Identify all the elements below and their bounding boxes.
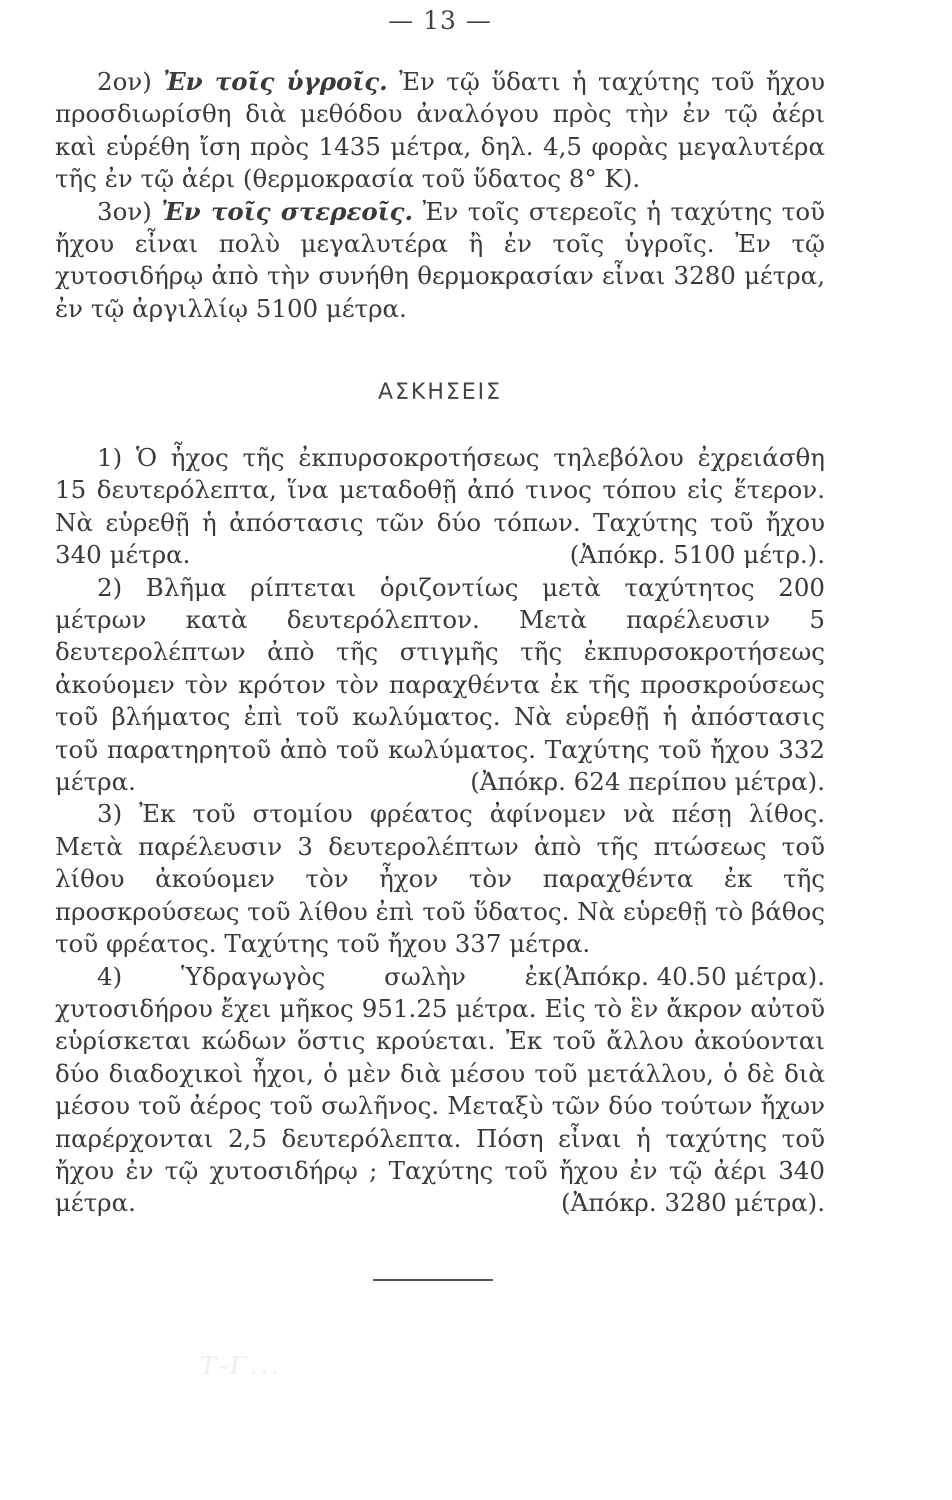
- section-label: 3ον): [97, 196, 152, 226]
- section-title: Ἐν τοῖς στερεοῖς.: [161, 196, 414, 226]
- faint-stamp: Τ-Γ...: [200, 1352, 282, 1380]
- section-text: Ἐν τῷ ὕδατι ἡ ταχύτης τοῦ ἤχου προσδιωρίσθη διὰ μεθόδου ἀναλόγου πρὸς τὴν ἐν τῷ ἀέρι καὶ εὑρέθη ἴση πρὸς 1435 μέτρα, δηλ. 4,5 φορὰς μεγαλυτέρα τῆς ἐν τῷ ἀέρι (θερμοκρασία τοῦ ὕδατος 8° Κ).: [55, 67, 825, 194]
- exercise-item: [55, 572, 825, 799]
- end-rule: [373, 1279, 493, 1281]
- exercises-list: [55, 442, 825, 1220]
- exercise-answer: (Ἀπόκρ. 3280 μέτρα).: [561, 1188, 825, 1218]
- exercise-item: [55, 961, 825, 1220]
- section-solids: [55, 196, 825, 326]
- exercise-item: [55, 442, 825, 572]
- section-liquids: [55, 66, 825, 196]
- exercise-answer: (Ἀπόκρ. 5100 μέτρ.).: [569, 540, 825, 570]
- section-text: Ἐν τοῖς στερεοῖς ἡ ταχύτης τοῦ ἤχου εἶναι πολὺ μεγαλυτέρα ἢ ἐν τοῖς ὑγροῖς. Ἐν τῷ χυτοσιδήρῳ ἀπὸ τὴν συνήθη θερμοκρασίαν εἶναι 3280 μέτρα, ἐν τῷ ἀργιλλίῳ 5100 μέτρα.: [55, 196, 825, 323]
- exercise-text: 4) Ὑδραγωγὸς σωλὴν ἐκ χυτοσιδήρου ἔχει μῆκος 951.25 μέτρα. Εἰς τὸ ἓν ἄκρον αὐτοῦ εὑρίσκεται κώδων ὅστις κρούεται. Ἐκ τοῦ ἄλλου ἀκούονται δύο διαδοχικοὶ ἦχοι, ὁ μὲν διὰ μέσου τοῦ μετάλλου, ὁ δὲ διὰ μέσου τοῦ ἀέρος τοῦ σωλῆνος. Μεταξὺ τῶν δύο τούτων ἤχων παρέρχονται 2,5 δευτερόλεπτα. Πόση εἶναι ἡ ταχύτης τοῦ ἤχου ἐν τῷ χυτοσιδήρῳ ; Ταχύτης τοῦ ἤχου ἐν τῷ ἀέρι 340 μέτρα.: [55, 961, 825, 1218]
- section-title: Ἐν τοῖς ὑγροῖς.: [163, 67, 388, 96]
- page-number: — 13 —: [388, 6, 492, 35]
- exercise-text: 2) Βλῆμα ρίπτεται ὁριζοντίως μετὰ ταχύτητος 200 μέτρων κατὰ δευτερόλεπτον. Μετὰ παρέλευσιν 5 δευτερολέπτων ἀπὸ τῆς στιγμῆς τῆς ἐκπυρσοκροτήσεως ἀκούομεν τὸν κρότον τὸν παραχθέντα ἐκ τῆς προσκρούσεως τοῦ βλήματος ἐπὶ τοῦ κωλύματος. Νὰ εὑρεθῇ ἡ ἀπόστασις τοῦ παρατηρητοῦ ἀπὸ τοῦ κωλύματος. Ταχύτης τοῦ ἤχου 332 μέτρα.: [55, 572, 825, 797]
- exercise-text: 1) Ὁ ἦχος τῆς ἐκπυρσοκροτήσεως τηλεβόλου ἐχρειάσθη 15 δευτερόλεπτα, ἵνα μεταδοθῇ ἀπό τινος τόπου εἰς ἕτερον. Νὰ εὑρεθῇ ἡ ἀπόστασις τῶν δύο τόπων. Ταχύτης τοῦ ἤχου 340 μέτρα.: [55, 443, 825, 570]
- section-label: 2ον): [97, 67, 152, 96]
- exercises-heading: ΑΣΚΗΣΕΙΣ: [377, 380, 503, 405]
- sound-speed-sections: [55, 66, 825, 325]
- exercise-answer: (Ἀπόκρ. 624 περίπου μέτρα).: [470, 767, 825, 797]
- exercise-text: 3) Ἐκ τοῦ στομίου φρέατος ἀφίνομεν νὰ πέσῃ λίθος. Μετὰ παρέλευσιν 3 δευτερολέπτων ἀπὸ τῆς πτώσεως τοῦ λίθου ἀκούομεν τὸν ἦχον τὸν παραχθέντα ἐκ τῆς προσκρούσεως τοῦ λίθου ἐπὶ τοῦ ὕδατος. Νὰ εὑρεθῇ τὸ βάθος τοῦ φρέατος. Ταχύτης τοῦ ἤχου 337 μέτρα.: [55, 799, 825, 959]
- exercise-answer: (Ἀπόκρ. 40.50 μέτρα).: [553, 961, 825, 991]
- exercise-item: [55, 798, 825, 991]
